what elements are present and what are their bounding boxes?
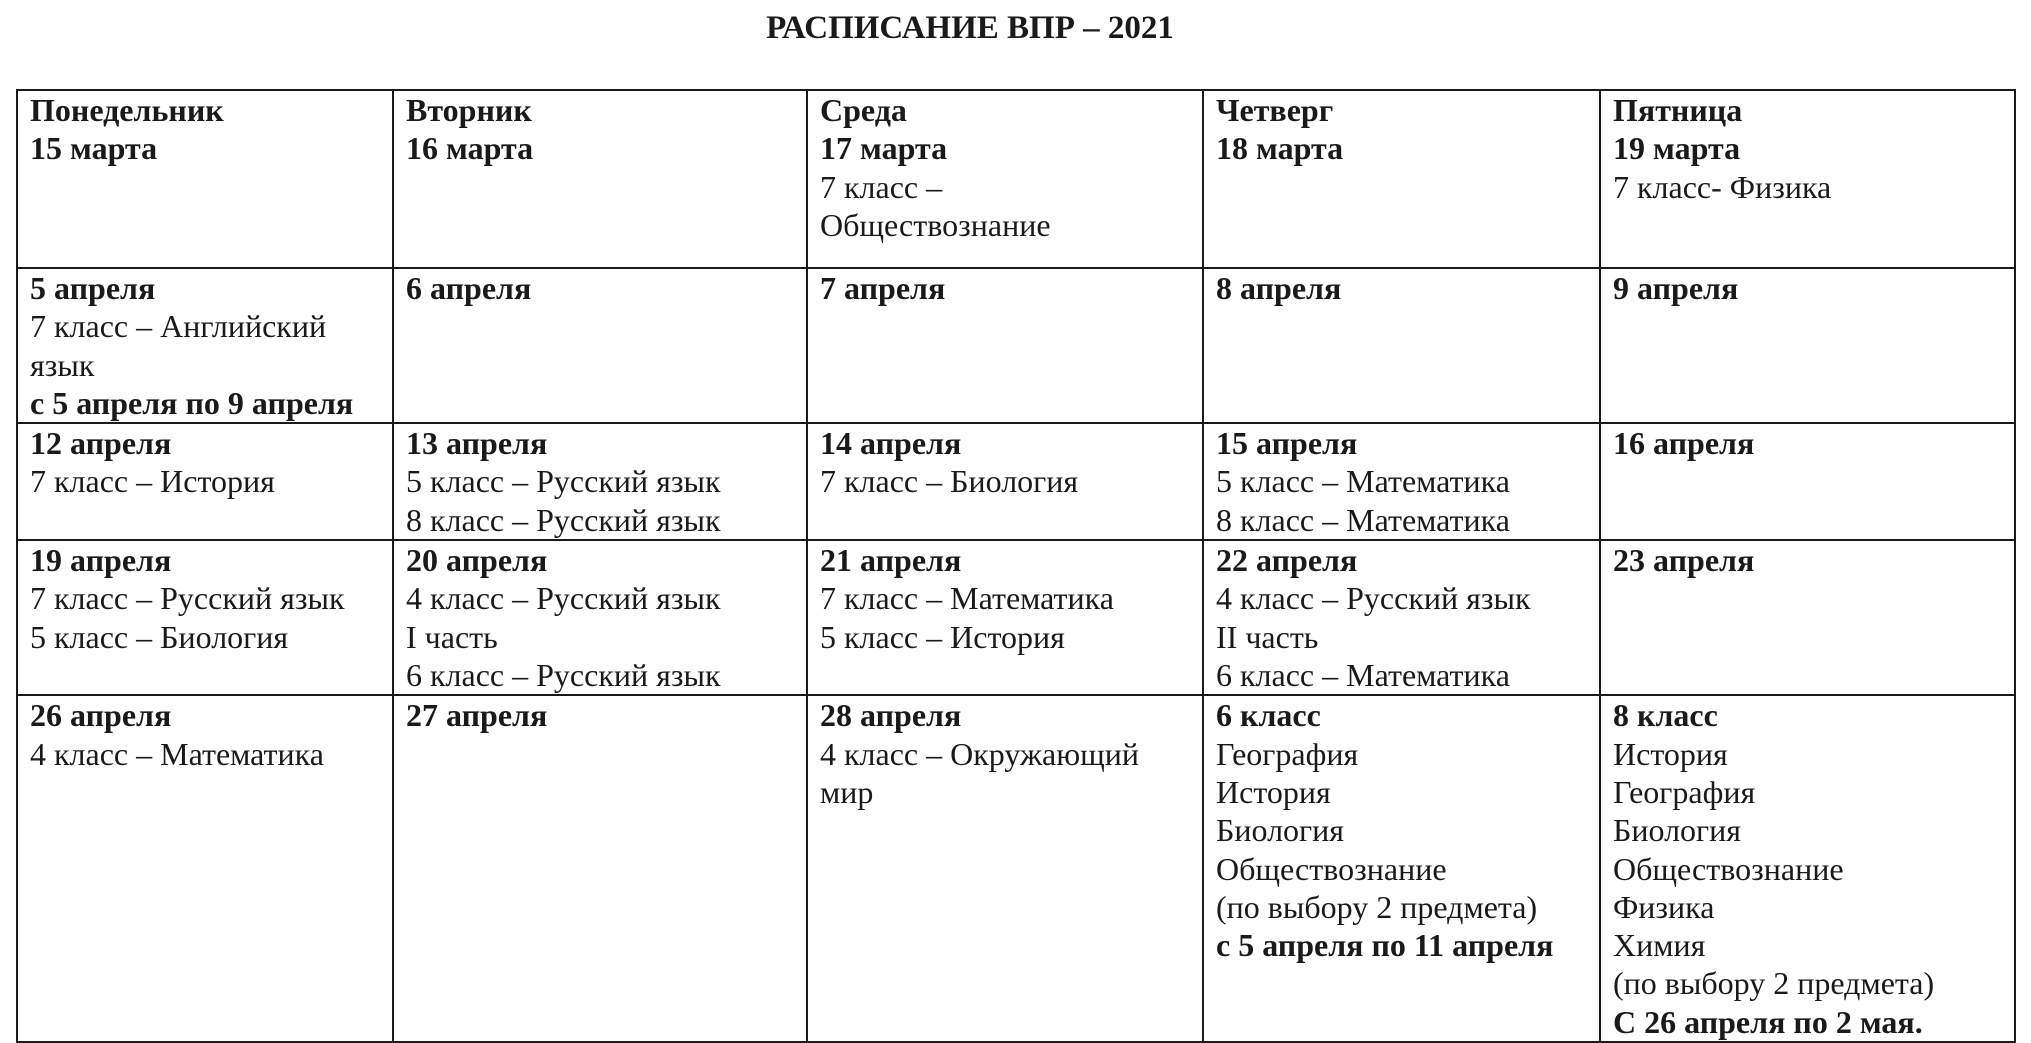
cell-date-heading: 26 апреля bbox=[30, 697, 172, 734]
table-cell bbox=[393, 540, 807, 695]
cell-date-heading: Понедельник bbox=[30, 92, 224, 128]
table-row bbox=[17, 423, 2015, 540]
table-cell bbox=[1600, 695, 2015, 1042]
cell-entry: 7 класс – Математика bbox=[820, 580, 1114, 617]
table-row bbox=[17, 90, 2015, 268]
table-cell bbox=[17, 540, 393, 695]
cell-entry: 18 марта bbox=[1216, 130, 1344, 167]
cell-entry: 5 класс – Русский язык bbox=[406, 463, 721, 500]
cell-entry: География bbox=[1216, 735, 1359, 772]
table-cell bbox=[1203, 90, 1600, 268]
cell-entry: Биология bbox=[1216, 812, 1345, 849]
cell-entry: с 5 апреля по 11 апреля bbox=[1216, 927, 1554, 964]
schedule-body bbox=[17, 90, 2015, 1042]
cell-entry: 5 класс – Биология bbox=[30, 618, 289, 655]
cell-date-heading: 14 апреля bbox=[820, 425, 962, 462]
cell-date-heading: 15 апреля bbox=[1216, 425, 1358, 462]
cell-entry: 4 класс – Русский язык bbox=[1216, 580, 1531, 617]
table-cell bbox=[807, 90, 1203, 268]
table-cell bbox=[393, 695, 807, 1042]
table-cell bbox=[17, 268, 393, 423]
cell-entry: I часть bbox=[406, 618, 498, 655]
table-cell bbox=[1203, 423, 1600, 540]
cell-date-heading: 28 апреля bbox=[820, 697, 962, 734]
table-cell bbox=[1600, 423, 2015, 540]
cell-date-heading: 27 апреля bbox=[406, 697, 548, 734]
cell-date-heading: 12 апреля bbox=[30, 425, 172, 462]
cell-entry: 5 класс – Математика bbox=[1216, 463, 1510, 500]
table-cell bbox=[17, 90, 393, 268]
cell-entry: с 5 апреля по 9 апреля bbox=[30, 384, 354, 421]
cell-date-heading: 22 апреля bbox=[1216, 542, 1358, 579]
table-cell bbox=[393, 90, 807, 268]
table-cell bbox=[17, 423, 393, 540]
cell-entry: Биология bbox=[1613, 812, 1742, 849]
cell-entry: 8 класс – Математика bbox=[1216, 501, 1510, 538]
cell-entry: 7 класс- Физика bbox=[1613, 168, 1832, 205]
cell-entry: II часть bbox=[1216, 618, 1319, 655]
cell-entry: 7 класс – bbox=[820, 168, 943, 205]
cell-date-heading: 5 апреля bbox=[30, 270, 156, 306]
cell-date-heading: 13 апреля bbox=[406, 425, 548, 462]
cell-date-heading: 8 апреля bbox=[1216, 270, 1342, 306]
cell-date-heading: 23 апреля bbox=[1613, 542, 1755, 579]
cell-entry: 4 класс – Математика bbox=[30, 735, 324, 772]
cell-entry: 5 класс – История bbox=[820, 618, 1065, 655]
cell-entry: 7 класс – История bbox=[30, 463, 275, 500]
table-cell bbox=[807, 268, 1203, 423]
cell-entry: С 26 апреля по 2 мая. bbox=[1613, 1003, 1923, 1040]
cell-date-heading: 20 апреля bbox=[406, 542, 548, 579]
table-cell bbox=[807, 423, 1203, 540]
cell-date-heading: 6 класс bbox=[1216, 697, 1321, 734]
cell-entry: 4 класс – Окружающий мир bbox=[820, 735, 1140, 810]
cell-entry: 16 марта bbox=[406, 130, 534, 167]
table-cell bbox=[1203, 540, 1600, 695]
cell-entry: Обществознание bbox=[1613, 850, 1844, 887]
table-cell bbox=[1203, 268, 1600, 423]
cell-date-heading: 7 апреля bbox=[820, 270, 946, 306]
table-cell bbox=[807, 540, 1203, 695]
schedule-table bbox=[16, 89, 2016, 1043]
cell-entry: Химия bbox=[1613, 927, 1706, 964]
table-cell bbox=[1600, 268, 2015, 423]
cell-date-heading: 16 апреля bbox=[1613, 425, 1755, 462]
cell-entry: 4 класс – Русский язык bbox=[406, 580, 721, 617]
table-row bbox=[17, 268, 2015, 423]
cell-entry: 6 класс – Математика bbox=[1216, 657, 1510, 694]
cell-date-heading: 21 апреля bbox=[820, 542, 962, 579]
table-row bbox=[17, 540, 2015, 695]
table-cell bbox=[1600, 90, 2015, 268]
table-cell bbox=[807, 695, 1203, 1042]
cell-date-heading: 19 апреля bbox=[30, 542, 172, 579]
table-cell bbox=[17, 695, 393, 1042]
cell-entry: Физика bbox=[1613, 888, 1715, 925]
cell-entry: История bbox=[1216, 773, 1331, 810]
page-title: РАСПИСАНИЕ ВПР – 2021 bbox=[766, 10, 1174, 46]
cell-entry: 15 марта bbox=[30, 130, 158, 167]
cell-entry: География bbox=[1613, 773, 1756, 810]
table-cell bbox=[393, 268, 807, 423]
cell-entry: История bbox=[1613, 735, 1728, 772]
cell-entry: 19 марта bbox=[1613, 130, 1741, 167]
table-cell bbox=[1600, 540, 2015, 695]
cell-entry: 17 марта bbox=[820, 130, 948, 167]
table-row bbox=[17, 695, 2015, 1042]
cell-entry: 8 класс – Русский язык bbox=[406, 501, 721, 538]
cell-date-heading: Четверг bbox=[1216, 92, 1334, 128]
cell-entry: 7 класс – Биология bbox=[820, 463, 1079, 500]
cell-entry: (по выбору 2 предмета) bbox=[1216, 888, 1538, 925]
cell-date-heading: Среда bbox=[820, 92, 907, 128]
cell-entry: Обществознание bbox=[1216, 850, 1447, 887]
cell-entry: Обществознание bbox=[820, 206, 1051, 243]
cell-date-heading: 6 апреля bbox=[406, 270, 532, 306]
cell-date-heading: 9 апреля bbox=[1613, 270, 1739, 306]
cell-entry: 6 класс – Русский язык bbox=[406, 657, 721, 694]
cell-entry: 7 класс – Русский язык bbox=[30, 580, 345, 617]
cell-date-heading: Вторник bbox=[406, 92, 532, 128]
cell-date-heading: 8 класс bbox=[1613, 697, 1718, 734]
cell-entry: 7 класс – Английский язык bbox=[30, 308, 327, 383]
cell-entry: (по выбору 2 предмета) bbox=[1613, 965, 1935, 1002]
cell-date-heading: Пятница bbox=[1613, 92, 1743, 128]
table-cell bbox=[393, 423, 807, 540]
table-cell bbox=[1203, 695, 1600, 1042]
